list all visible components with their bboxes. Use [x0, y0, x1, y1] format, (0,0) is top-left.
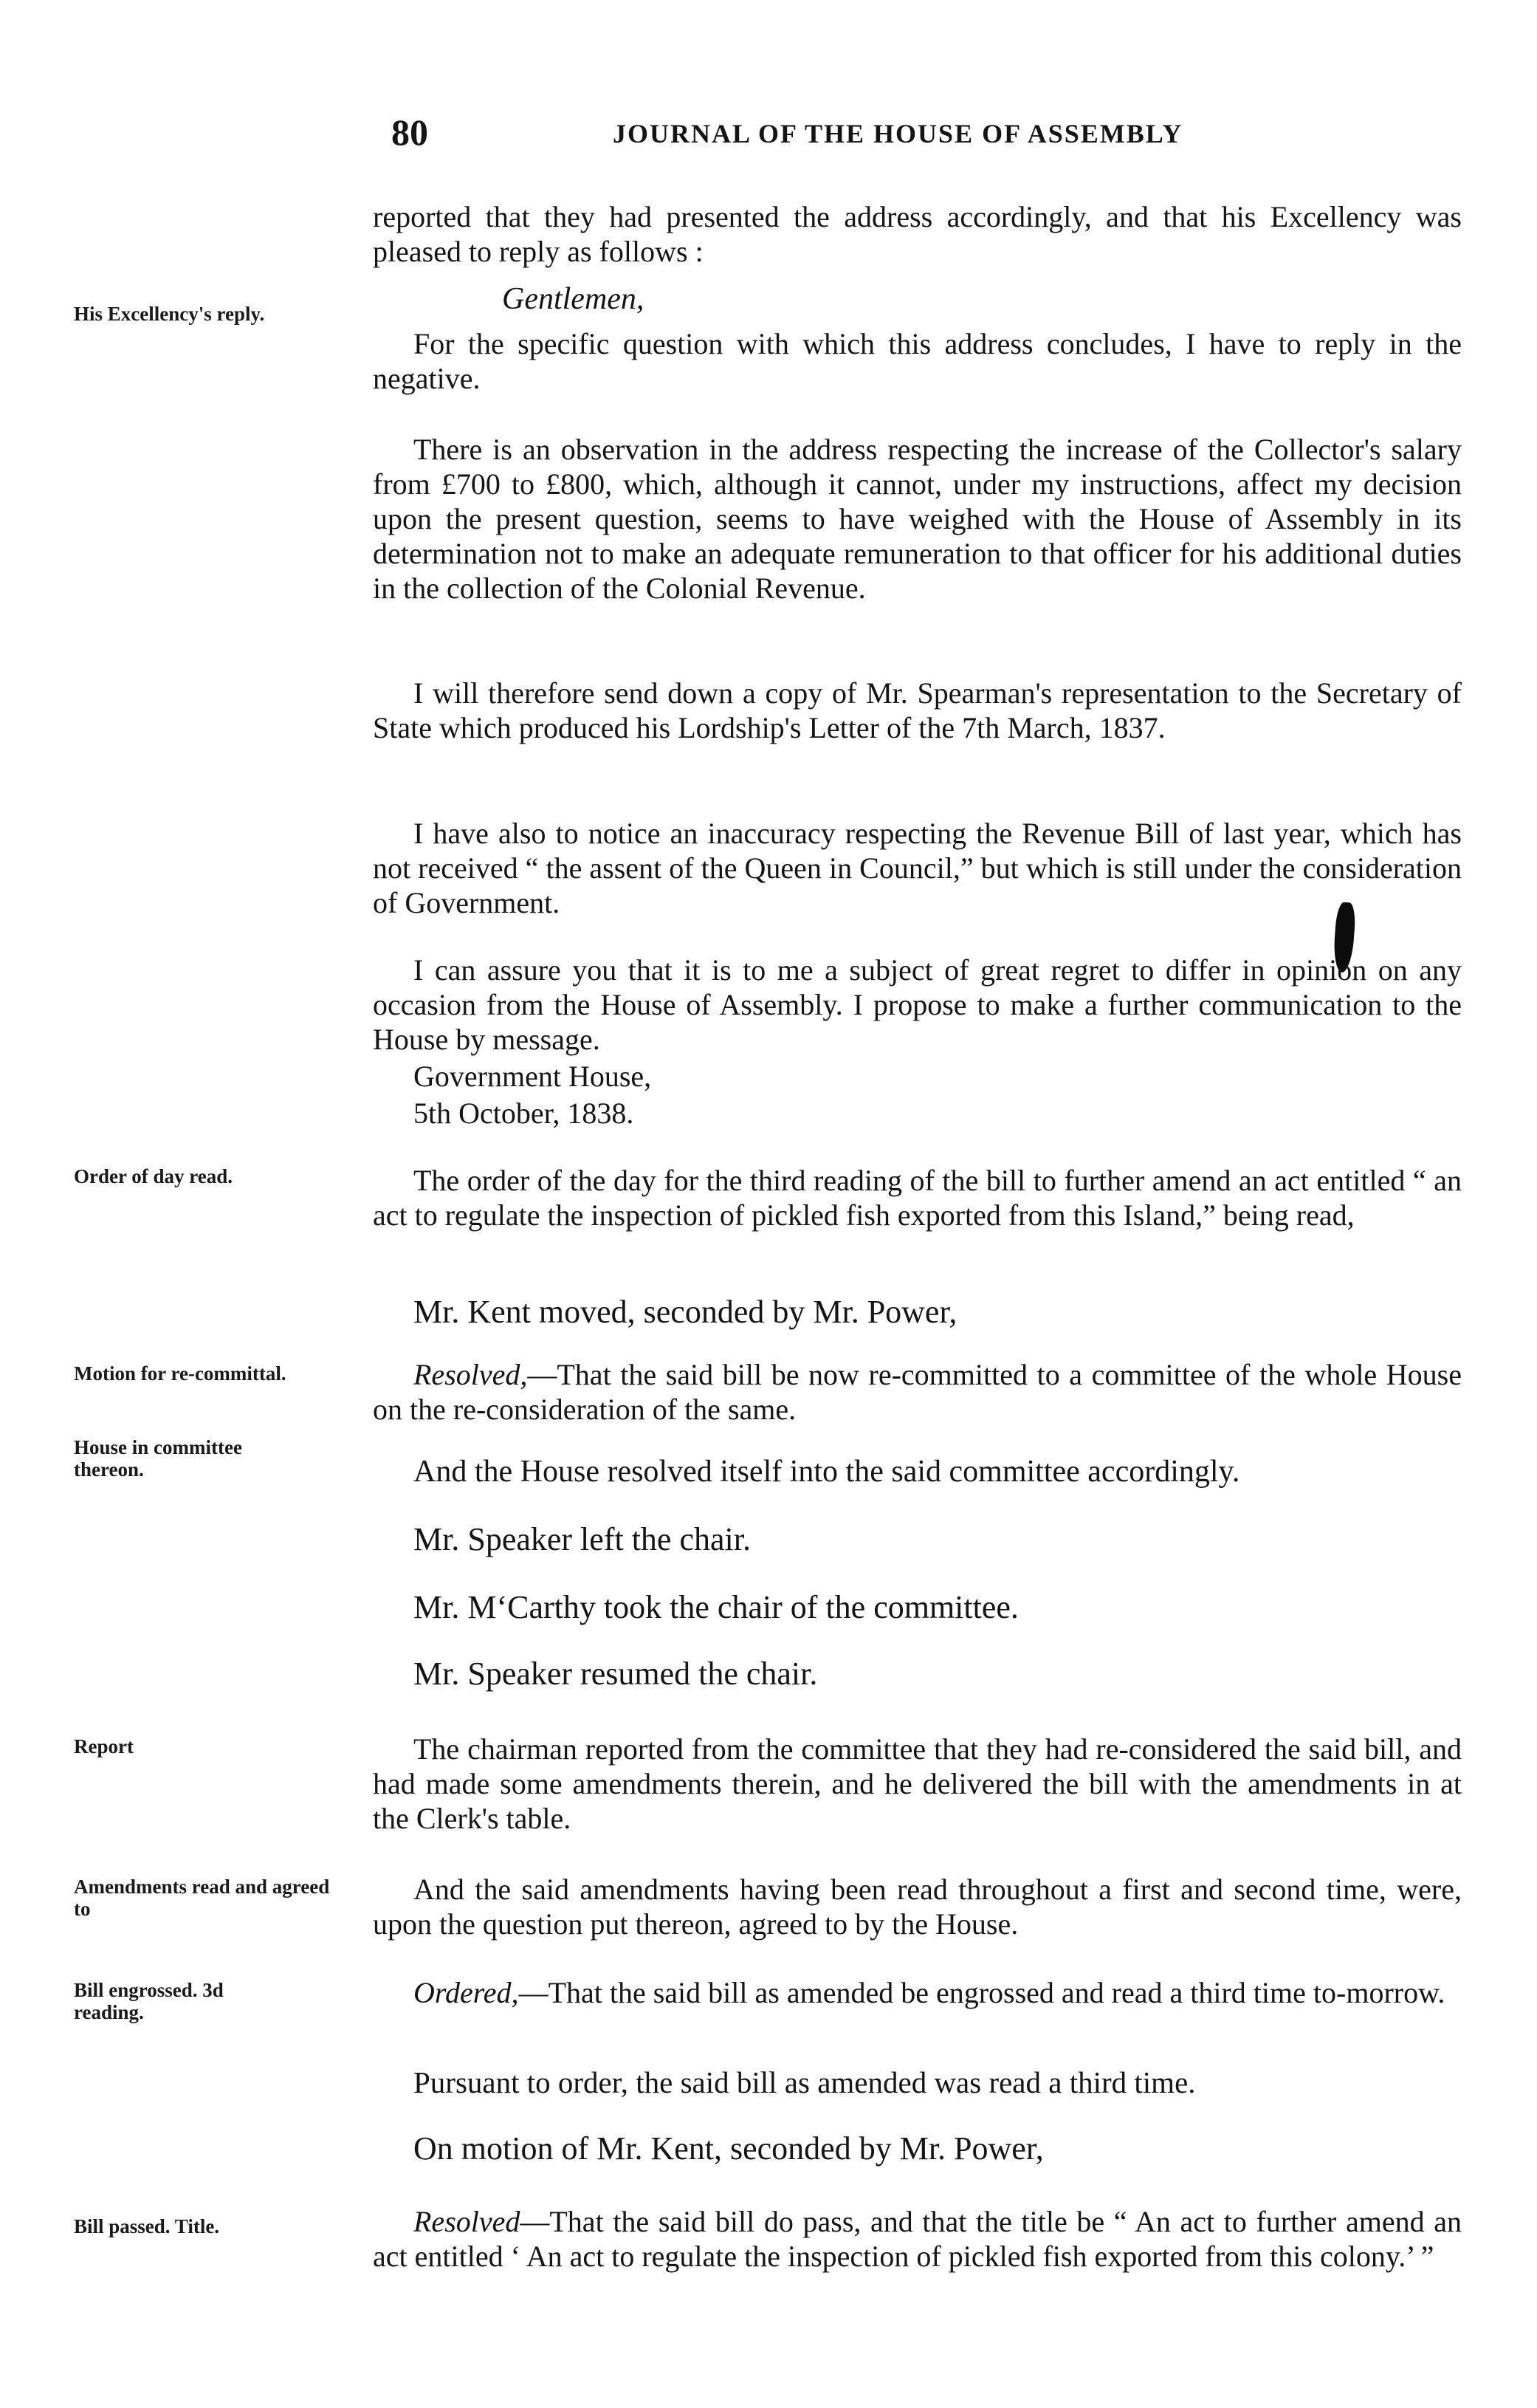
side-note-amendments: Amendments read and agreed to	[74, 1876, 330, 1920]
reply-paragraph-1: For the specific question with which this address concludes, I have to reply in the negative.	[373, 327, 1462, 395]
ordered-text: —That the said bill as amended be engrossed and read a third time to-morrow.	[518, 1976, 1445, 2009]
resolved-pass-paragraph	[373, 2204, 1462, 2274]
signature-date: 5th October, 1838.	[413, 1097, 634, 1130]
speaker-resumed-line: Mr. Speaker resumed the chair.	[413, 1656, 818, 1692]
pursuant-line: Pursuant to order, the said bill as amended was read a third time.	[413, 2065, 1196, 2099]
reply-paragraph-4: I have also to notice an inaccuracy respecting the Revenue Bill of last year, which has not received “ the assent of the Queen in Council,” but which is still under the consideration of Government.	[373, 817, 1462, 919]
side-note-order-read: Order of day read.	[74, 1165, 233, 1187]
side-note-engrossed: Bill engrossed. 3d reading.	[74, 1979, 224, 2023]
resolved-text-1: —That the said bill be now re-committed to a committee of the whole House on the re-consideration of the same.	[373, 1358, 1462, 1426]
side-note-reply: His Excellency's reply.	[74, 303, 265, 325]
house-resolved-line: And the House resolved itself into the said committee accordingly.	[413, 1455, 1240, 1489]
mccarthy-chair-line: Mr. M‘Carthy took the chair of the committee.	[413, 1589, 1019, 1625]
reply-paragraph-3: I will therefore send down a copy of Mr. Spearman's representation to the Secretary of State which produced his Lordship's Letter of the 7th March, 1837.	[373, 676, 1462, 744]
salutation	[502, 281, 1537, 318]
side-note-recommittal: Motion for re-committal.	[74, 1362, 286, 1385]
order-of-day-paragraph: The order of the day for the third reading of the bill to further amend an act entitled “ an act to regulate the inspection of pickled fish exported from this Island,” being read,	[373, 1164, 1462, 1232]
resolved-label-2: Resolved	[413, 2205, 520, 2238]
page-number: 80	[391, 112, 428, 153]
side-note-committee: House in committee thereon.	[74, 1436, 242, 1481]
reply-paragraph-5: I can assure you that it is to me a subject of great regret to differ in opinion on any occasion from the House of Assembly. I propose to make a further communication to the House by message.	[373, 953, 1462, 1056]
ordered-paragraph	[373, 1975, 1462, 2010]
resolved-text-2: —That the said bill do pass, and that the title be “ An act to further amend an act entitled ‘ An act to regulate the inspection of pickled fish exported from this colony.’ ”	[373, 2205, 1462, 2273]
running-head: JOURNAL OF THE HOUSE OF ASSEMBLY	[613, 119, 1183, 148]
paragraph-intro: reported that they had presented the address accordingly, and that his Excellency was pleased to reply as follows :	[373, 200, 1462, 268]
salutation-text: Gentlemen,	[502, 282, 644, 316]
motion-line-2: On motion of Mr. Kent, seconded by Mr. Power,	[413, 2130, 1044, 2167]
signature-place: Government House,	[413, 1060, 652, 1093]
reply-paragraph-2: There is an observation in the address respecting the increase of the Collector's salary from £700 to £800, which, although it cannot, under my instructions, affect my decision upon the present question, seems to have weighed with the House of Assembly in its determination not to make an adequate remuneration to that officer for his additional duties in the collection of the Colonial Revenue.	[373, 433, 1462, 605]
motion-line-1: Mr. Kent moved, seconded by Mr. Power,	[413, 1294, 957, 1330]
resolved-recommit-paragraph	[373, 1357, 1462, 1427]
side-note-report: Report	[74, 1735, 134, 1757]
amendments-read-paragraph: And the said amendments having been read throughout a first and second time, were, upon the question put thereon, agreed to by the House.	[373, 1873, 1462, 1941]
ordered-label: Ordered,	[413, 1976, 519, 2009]
side-note-passed: Bill passed. Title.	[74, 2215, 220, 2237]
page-header	[0, 111, 1537, 170]
resolved-label-1: Resolved,	[413, 1358, 528, 1391]
speaker-left-line: Mr. Speaker left the chair.	[413, 1521, 751, 1557]
chairman-report-paragraph: The chairman reported from the committee that they had re-considered the said bill, and had made some amendments therein, and he delivered the bill with the amendments in at the Clerk's table.	[373, 1732, 1462, 1835]
